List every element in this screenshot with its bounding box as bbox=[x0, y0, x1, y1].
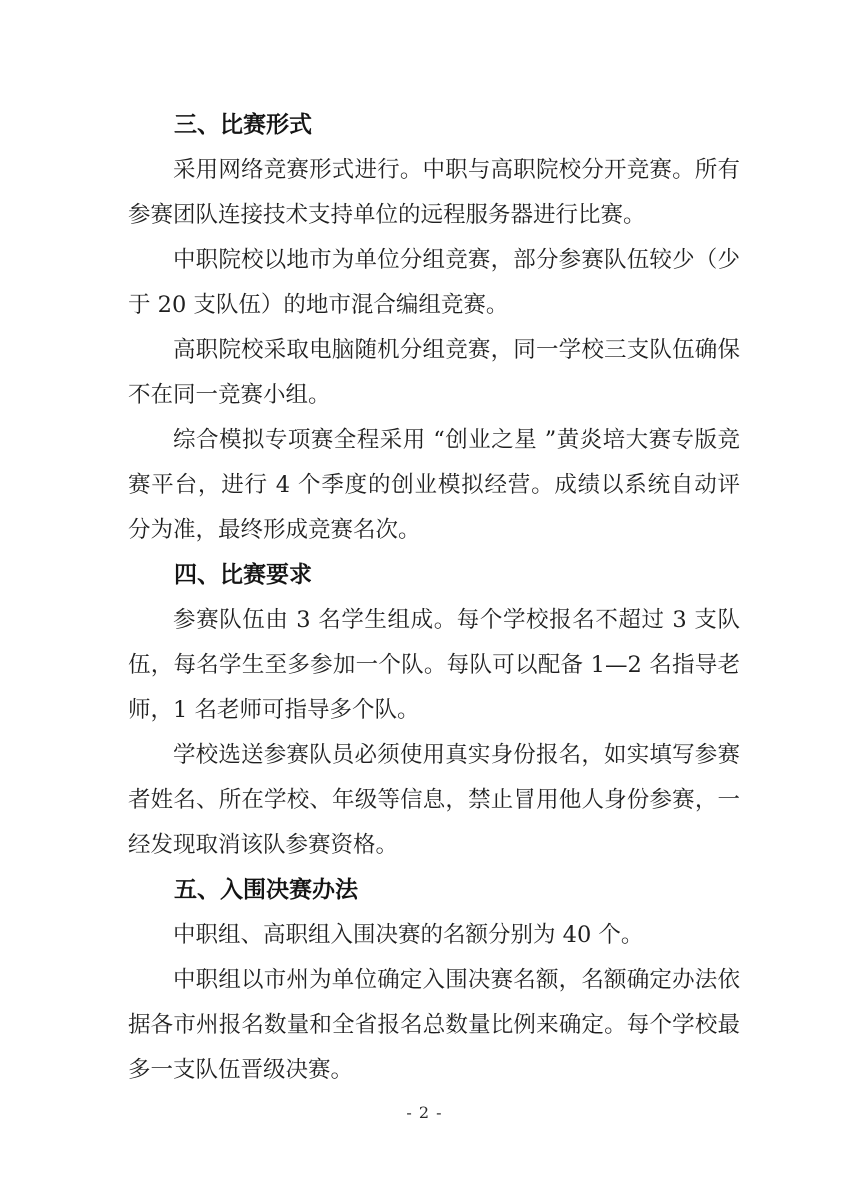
section-heading: 四、比赛要求 bbox=[174, 562, 312, 588]
paragraph: 中职组以市州为单位确定入围决赛名额，名额确定办法依据各市州报名数量和全省报名总数量比例来确定。每个学校最多一支队伍晋级决赛。 bbox=[128, 967, 740, 1083]
page-footer bbox=[0, 1098, 849, 1128]
paragraph: 高职院校采取电脑随机分组竞赛，同一学校三支队伍确保不在同一竞赛小组。 bbox=[128, 337, 740, 408]
page-number: - 2 - bbox=[406, 1103, 443, 1122]
paragraph: 采用网络竞赛形式进行。中职与高职院校分开竞赛。所有参赛团队连接技术支持单位的远程服务器进行比赛。 bbox=[128, 157, 740, 228]
paragraph: 综合模拟专项赛全程采用 “创业之星 ”黄炎培大赛专版竞赛平台，进行 4 个季度的创业模拟经营。成绩以系统自动评分为准，最终形成竞赛名次。 bbox=[128, 427, 740, 543]
paragraph: 中职院校以地市为单位分组竞赛，部分参赛队伍较少（少于 20 支队伍）的地市混合编组竞赛。 bbox=[128, 247, 740, 318]
paragraph: 参赛队伍由 3 名学生组成。每个学校报名不超过 3 支队伍，每名学生至多参加一个队。每队可以配备 1—2 名指导老师，1 名老师可指导多个队。 bbox=[128, 607, 740, 723]
section-heading: 五、入围决赛办法 bbox=[174, 877, 358, 903]
paragraph: 学校选送参赛队员必须使用真实身份报名，如实填写参赛者姓名、所在学校、年级等信息，禁止冒用他人身份参赛，一经发现取消该队参赛资格。 bbox=[128, 742, 740, 858]
section-heading: 三、比赛形式 bbox=[174, 112, 312, 138]
paragraph: 中职组、高职组入围决赛的名额分别为 40 个。 bbox=[173, 922, 644, 948]
document-content bbox=[128, 103, 740, 1093]
